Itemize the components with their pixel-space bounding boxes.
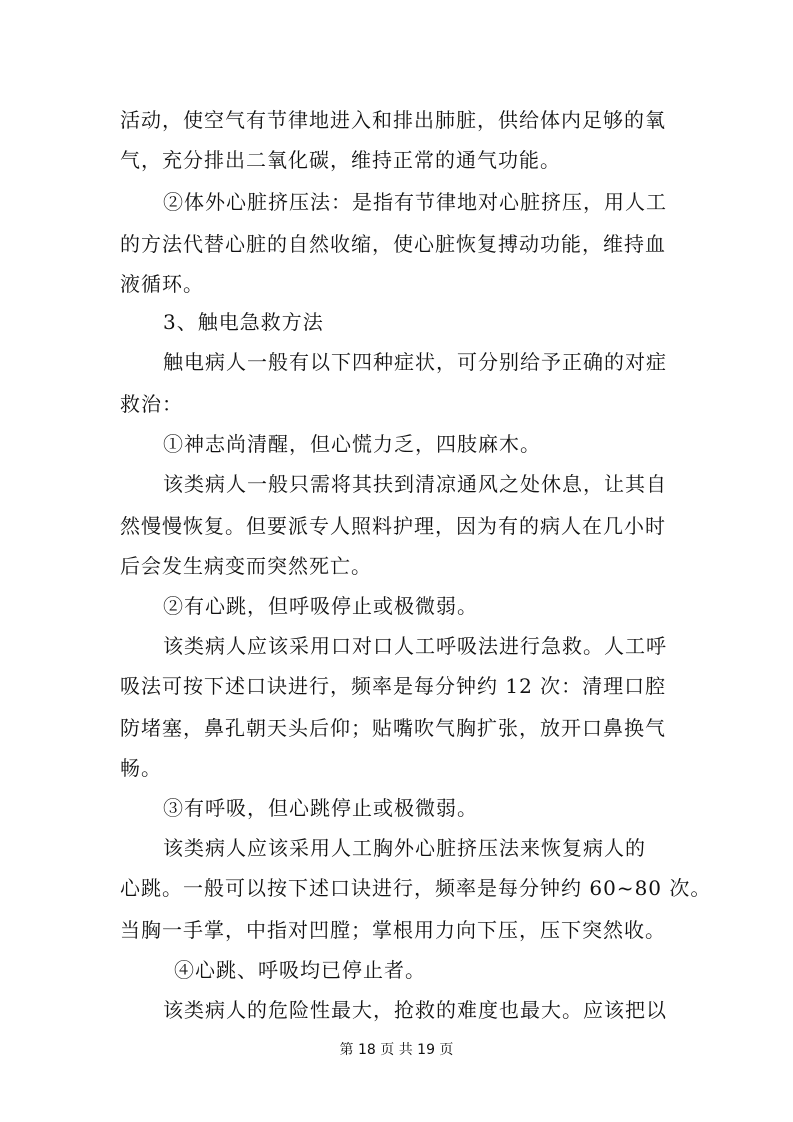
list-item: ①神志尚清醒，但心慌力乏，四肢麻木。 [163, 432, 541, 456]
text-line: 气，充分排出二氧化碳，维持正常的通气功能。 [120, 148, 561, 172]
text-line: 吸法可按下述口诀进行，频率是每分钟约 12 次：清理口腔 [120, 674, 667, 698]
text-line: 该类病人一般只需将其扶到清凉通风之处休息，让其自 [163, 472, 667, 496]
text-line: 然慢慢恢复。但要派专人照料护理，因为有的病人在几小时 [120, 514, 666, 538]
text-line: 当胸一手掌，中指对凹膛；掌根用力向下压，压下突然收。 [120, 918, 666, 942]
section-heading: 3、触电急救方法 [163, 310, 324, 334]
text-line: 该类病人的危险性最大，抢救的难度也最大。应该把以 [163, 998, 667, 1022]
text-line: 的方法代替心脏的自然收缩，使心脏恢复搏动功能，维持血 [120, 232, 666, 256]
text-line: 防堵塞，鼻孔朝天头后仰；贴嘴吹气胸扩张，放开口鼻换气 [120, 716, 666, 740]
list-item: ②有心跳，但呼吸停止或极微弱。 [163, 594, 478, 618]
text-line: 该类病人应该采用口对口人工呼吸法进行急救。人工呼 [163, 634, 667, 658]
text-line: 心跳。一般可以按下述口诀进行，频率是每分钟约 60~80 次。 [120, 876, 712, 900]
text-line: ②体外心脏挤压法：是指有节律地对心脏挤压，用人工 [163, 190, 667, 214]
text-line: 该类病人应该采用人工胸外心脏挤压法来恢复病人的 [163, 836, 646, 860]
page-number-footer: 第 18 页 共 19 页 [339, 1042, 454, 1058]
text-line: 救治： [120, 392, 183, 416]
list-item: ④心跳、呼吸均已停止者。 [174, 958, 426, 982]
list-item: ③有呼吸，但心跳停止或极微弱。 [163, 796, 478, 820]
text-line: 后会发生病变而突然死亡。 [120, 554, 372, 578]
text-line: 活动，使空气有节律地进入和排出肺脏，供给体内足够的氧 [120, 108, 666, 132]
text-line: 液循环。 [120, 272, 204, 296]
text-line: 畅。 [120, 756, 162, 780]
text-line: 触电病人一般有以下四种症状，可分别给予正确的对症 [163, 350, 667, 374]
